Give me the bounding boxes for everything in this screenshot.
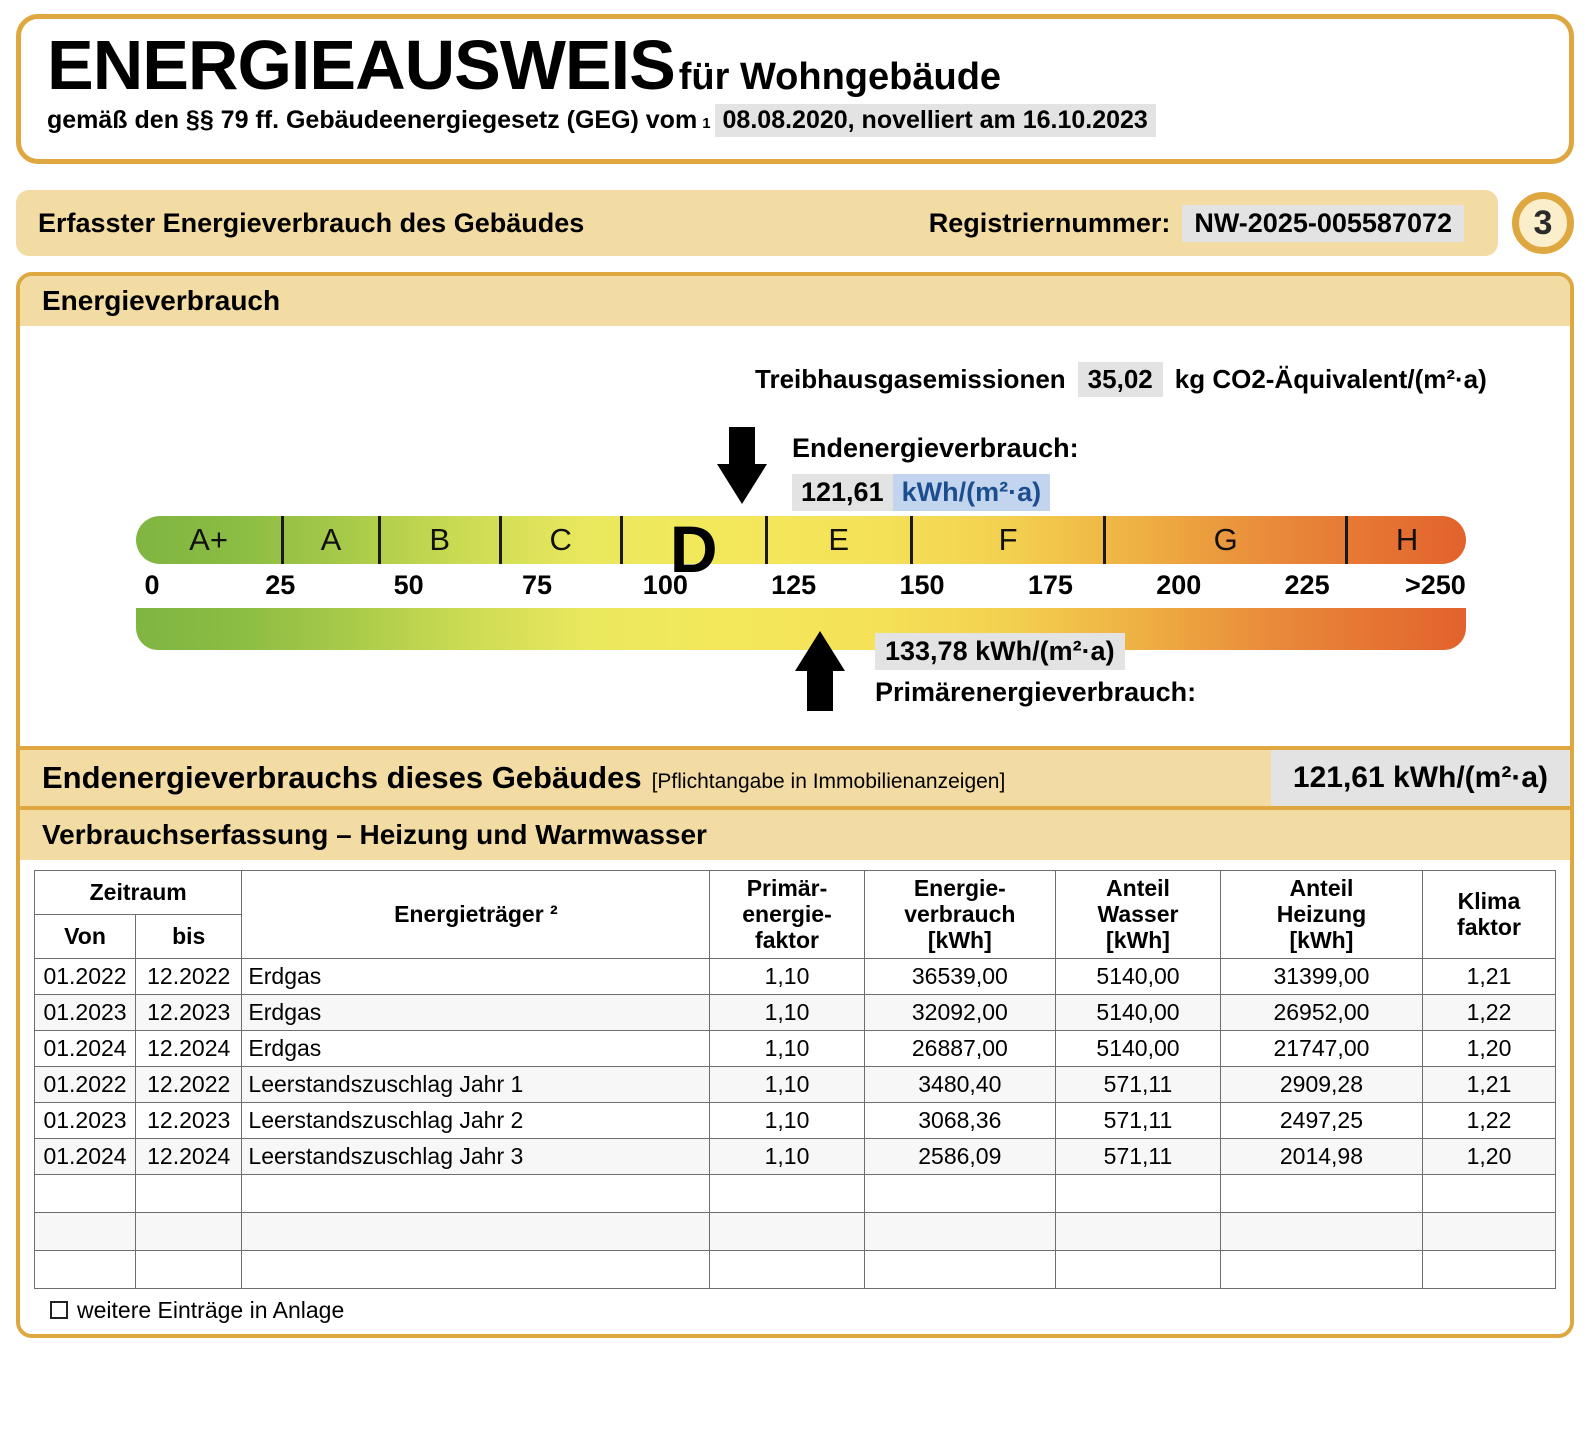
efficiency-class-e (765, 516, 910, 564)
header-anteil-wasser (1056, 871, 1221, 959)
weitere-eintraege-row[interactable] (34, 1289, 1556, 1334)
scale-tick-1: 25 (265, 570, 296, 600)
cell-bis: 12.2022 (136, 1066, 242, 1102)
efficiency-class-label: B (429, 522, 451, 557)
efficiency-class-f (910, 516, 1103, 564)
cell-anteil-heizung-empty[interactable] (1220, 1174, 1422, 1212)
table-row (35, 958, 1556, 994)
weitere-eintraege-label: weitere Einträge in Anlage (77, 1296, 345, 1323)
cell-von: 01.2024 (35, 1030, 136, 1066)
cell-energietraeger-empty[interactable] (242, 1212, 710, 1250)
scale-tick-2: 50 (393, 570, 424, 600)
cell-anteil-wasser-empty[interactable] (1056, 1212, 1221, 1250)
table-header-row-1 (35, 871, 1556, 915)
primary-energy-label: Primärenergieverbrauch: (875, 677, 1197, 707)
header-bis: bis (136, 914, 242, 958)
efficiency-class-g (1103, 516, 1345, 564)
law-reference-text: gemäß den §§ 79 ff. Gebäudeenergiegesetz (GEG) vom (47, 105, 698, 134)
header-klimafaktor (1422, 871, 1555, 959)
cell-klimafaktor: 1,22 (1422, 1102, 1555, 1138)
cell-anteil-heizung-empty[interactable] (1220, 1212, 1422, 1250)
cell-anteil-wasser-empty[interactable] (1056, 1250, 1221, 1288)
duty-disclosure-note: [Pflichtangabe in Immobilienanzeigen] (651, 770, 1006, 793)
end-energy-value-row (792, 474, 1050, 511)
registration-number-value: NW-2025-005587072 (1182, 205, 1464, 242)
cell-von: 01.2024 (35, 1138, 136, 1174)
band-energieverbrauch: Energieverbrauch (20, 276, 1570, 326)
band-verbrauchserfassung: Verbrauchserfassung – Heizung und Warmwasser (20, 810, 1570, 860)
scale-tick-9: 225 (1284, 570, 1330, 600)
cell-energietraeger-empty[interactable] (242, 1174, 710, 1212)
cell-energietraeger: Leerstandszuschlag Jahr 1 (242, 1066, 710, 1102)
main-content-card (16, 272, 1574, 1338)
cell-primaerenergiefaktor-empty[interactable] (710, 1250, 864, 1288)
table-row-empty[interactable] (35, 1174, 1556, 1212)
header-energieverbrauch (864, 871, 1055, 959)
header-wasser-line3: [kWh] (1106, 927, 1170, 954)
cell-klimafaktor: 1,20 (1422, 1030, 1555, 1066)
cell-energieverbrauch-empty[interactable] (864, 1250, 1055, 1288)
cell-bis: 12.2023 (136, 1102, 242, 1138)
cell-anteil-wasser: 571,11 (1056, 1066, 1221, 1102)
cell-primaerenergiefaktor: 1,10 (710, 994, 864, 1030)
efficiency-class-label: A (320, 522, 342, 557)
cell-energietraeger: Erdgas (242, 1030, 710, 1066)
cell-energietraeger-empty[interactable] (242, 1250, 710, 1288)
cell-primaerenergiefaktor: 1,10 (710, 1030, 864, 1066)
cell-klimafaktor-empty[interactable] (1422, 1174, 1555, 1212)
efficiency-class-c (499, 516, 620, 564)
header-heizung-line2: Heizung (1276, 901, 1367, 928)
efficiency-class-aplus (136, 516, 281, 564)
duty-disclosure-title: Endenergieverbrauchs dieses Gebäudes (42, 760, 642, 795)
page-title: ENERGIEAUSWEIS (47, 26, 675, 104)
duty-disclosure-value: 121,61 kWh/(m²·a) (1271, 750, 1570, 806)
cell-energietraeger: Leerstandszuschlag Jahr 2 (242, 1102, 710, 1138)
primary-energy-arrow-up-icon (795, 631, 845, 711)
scale-tick-4: 100 (642, 570, 688, 600)
scale-tick-3: 75 (521, 570, 553, 600)
cell-klimafaktor-empty[interactable] (1422, 1212, 1555, 1250)
header-anteil-heizung (1220, 871, 1422, 959)
cell-bis: 12.2023 (136, 994, 242, 1030)
scale-tick-5: 125 (771, 570, 817, 600)
cell-anteil-heizung: 31399,00 (1220, 958, 1422, 994)
footnote-marker-1: 1 (702, 114, 711, 132)
greenhouse-gas-value: 35,02 (1078, 362, 1163, 397)
cell-von-empty[interactable] (35, 1174, 136, 1212)
header-primaerenergiefaktor (710, 871, 864, 959)
header-pef-line1: Primär- (746, 875, 828, 901)
cell-bis-empty[interactable] (136, 1250, 242, 1288)
cell-energieverbrauch: 26887,00 (864, 1030, 1055, 1066)
cell-von: 01.2023 (35, 994, 136, 1030)
document-title-box (16, 14, 1574, 164)
cell-energieverbrauch: 2586,09 (864, 1138, 1055, 1174)
cell-energieverbrauch: 3480,40 (864, 1066, 1055, 1102)
cell-primaerenergiefaktor-empty[interactable] (710, 1212, 864, 1250)
cell-anteil-heizung: 2909,28 (1220, 1066, 1422, 1102)
cell-anteil-wasser: 571,11 (1056, 1102, 1221, 1138)
header-verbrauch-line3: [kWh] (927, 927, 992, 954)
header-heizung-line1: Anteil (1289, 875, 1354, 901)
registration-row (16, 190, 1574, 256)
table-row-empty[interactable] (35, 1250, 1556, 1288)
cell-energieverbrauch: 32092,00 (864, 994, 1055, 1030)
cell-von: 01.2022 (35, 1066, 136, 1102)
primary-energy-value: 133,78 kWh/(m²·a) (875, 633, 1125, 670)
cell-von: 01.2023 (35, 1102, 136, 1138)
scale-tick-labels (136, 566, 1466, 606)
header-heizung-line3: [kWh] (1289, 927, 1354, 954)
energy-scale-graphic (20, 326, 1570, 746)
greenhouse-gas-label: Treibhausgasemissionen (755, 364, 1066, 394)
end-energy-value: 121,61 (792, 474, 893, 511)
cell-primaerenergiefaktor: 1,10 (710, 958, 864, 994)
cell-anteil-heizung: 21747,00 (1220, 1030, 1422, 1066)
efficiency-class-b (378, 516, 499, 564)
cell-klimafaktor: 1,21 (1422, 958, 1555, 994)
cell-energietraeger: Leerstandszuschlag Jahr 3 (242, 1138, 710, 1174)
cell-anteil-wasser: 5140,00 (1056, 1030, 1221, 1066)
header-pef-line2: energie- (742, 901, 832, 928)
header-klima-line1: Klima (1457, 888, 1521, 915)
cell-bis: 12.2022 (136, 958, 242, 994)
cell-von-empty[interactable] (35, 1250, 136, 1288)
header-verbrauch-line2: verbrauch (904, 901, 1016, 928)
cell-anteil-heizung-empty[interactable] (1220, 1250, 1422, 1288)
header-zeitraum: Zeitraum (35, 871, 242, 915)
table-row (35, 1030, 1556, 1066)
title-line (47, 26, 1543, 104)
registration-number-group (929, 205, 1476, 242)
cell-anteil-wasser-empty[interactable] (1056, 1174, 1221, 1212)
efficiency-class-label: E (828, 522, 850, 557)
scale-tick-6: 150 (899, 570, 945, 600)
cell-klimafaktor: 1,20 (1422, 1138, 1555, 1174)
table-row (35, 1102, 1556, 1138)
header-pef-line3: faktor (755, 927, 819, 954)
cell-bis-empty[interactable] (136, 1212, 242, 1250)
efficiency-class-label: F (998, 522, 1018, 557)
page-subtitle: für Wohngebäude (678, 56, 1002, 98)
section-label-erfasster-energieverbrauch: Erfasster Energieverbrauch des Gebäudes (38, 207, 585, 238)
header-von: Von (35, 914, 136, 958)
table-row (35, 1066, 1556, 1102)
table-row (35, 1138, 1556, 1174)
weitere-eintraege-checkbox[interactable] (50, 1301, 68, 1319)
cell-klimafaktor: 1,22 (1422, 994, 1555, 1030)
consumption-table-body (35, 958, 1556, 1288)
header-energietraeger: Energieträger ² (242, 871, 710, 959)
scale-tick-0: 0 (144, 570, 160, 600)
cell-von: 01.2022 (35, 958, 136, 994)
efficiency-class-a (281, 516, 378, 564)
efficiency-class-label: D (669, 512, 718, 587)
cell-anteil-wasser: 571,11 (1056, 1138, 1221, 1174)
consumption-table (34, 870, 1556, 1289)
cell-energietraeger: Erdgas (242, 994, 710, 1030)
cell-energieverbrauch-empty[interactable] (864, 1212, 1055, 1250)
cell-primaerenergiefaktor: 1,10 (710, 1138, 864, 1174)
duty-disclosure-left (20, 750, 1271, 806)
cell-energieverbrauch: 36539,00 (864, 958, 1055, 994)
efficiency-class-label: A+ (189, 522, 228, 557)
page-number-badge: 3 (1512, 192, 1574, 254)
cell-primaerenergiefaktor: 1,10 (710, 1102, 864, 1138)
cell-bis-empty[interactable] (136, 1174, 242, 1212)
cell-bis: 12.2024 (136, 1138, 242, 1174)
end-energy-label: Endenergieverbrauch: (792, 433, 1079, 463)
header-klima-line2: faktor (1457, 914, 1521, 941)
cell-primaerenergiefaktor-empty[interactable] (710, 1174, 864, 1212)
efficiency-class-label: C (549, 522, 572, 557)
cell-anteil-heizung: 2497,25 (1220, 1102, 1422, 1138)
law-reference-line (47, 104, 1543, 137)
end-energy-unit: kWh/(m²·a) (893, 474, 1050, 511)
scale-tick-7: 175 (1027, 570, 1073, 600)
efficiency-scale (136, 512, 1466, 650)
efficiency-class-label: H (1395, 522, 1419, 557)
consumption-table-wrapper (20, 870, 1570, 1334)
cell-bis: 12.2024 (136, 1030, 242, 1066)
cell-energieverbrauch: 3068,36 (864, 1102, 1055, 1138)
greenhouse-gas-unit: kg CO2-Äquivalent/(m²·a) (1174, 364, 1487, 394)
cell-energietraeger: Erdgas (242, 958, 710, 994)
header-verbrauch-line1: Energie- (913, 875, 1006, 901)
header-wasser-line2: Wasser (1097, 901, 1179, 928)
cell-klimafaktor-empty[interactable] (1422, 1250, 1555, 1288)
cell-von-empty[interactable] (35, 1212, 136, 1250)
registration-number-label: Registriernummer: (928, 207, 1171, 238)
table-row (35, 994, 1556, 1030)
registration-bar (16, 190, 1498, 256)
scale-tick-8: 200 (1156, 570, 1202, 600)
cell-anteil-wasser: 5140,00 (1056, 994, 1221, 1030)
law-date-value: 08.08.2020, novelliert am 16.10.2023 (715, 104, 1156, 137)
cell-anteil-wasser: 5140,00 (1056, 958, 1221, 994)
header-wasser-line1: Anteil (1106, 875, 1170, 901)
duty-disclosure-band (20, 746, 1570, 810)
table-row-empty[interactable] (35, 1212, 1556, 1250)
efficiency-class-label: G (1213, 522, 1238, 557)
efficiency-class-h (1345, 516, 1466, 564)
cell-energieverbrauch-empty[interactable] (864, 1174, 1055, 1212)
cell-anteil-heizung: 2014,98 (1220, 1138, 1422, 1174)
cell-klimafaktor: 1,21 (1422, 1066, 1555, 1102)
cell-anteil-heizung: 26952,00 (1220, 994, 1422, 1030)
greenhouse-gas-row (755, 362, 1487, 397)
scale-tick-10: >250 (1404, 570, 1466, 600)
cell-primaerenergiefaktor: 1,10 (710, 1066, 864, 1102)
